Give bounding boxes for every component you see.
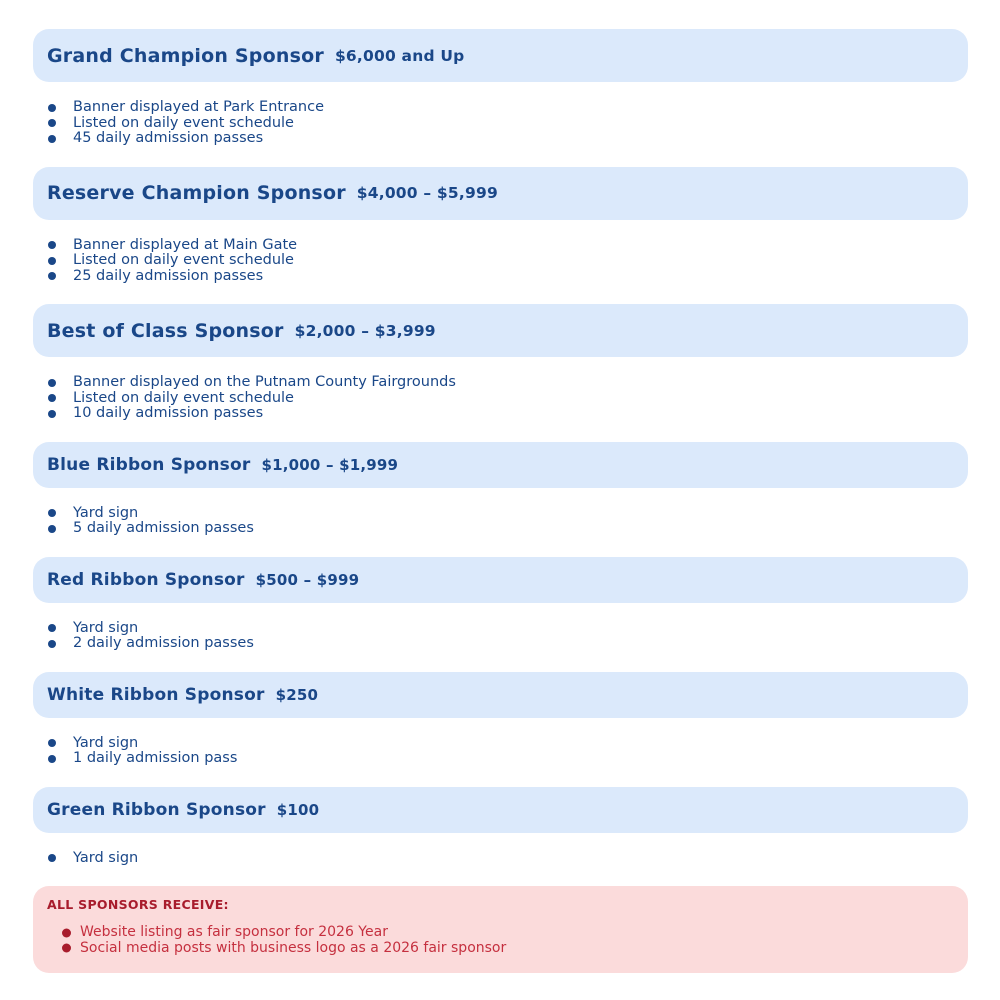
bullet-dot-icon xyxy=(48,509,56,517)
benefit-text: 45 daily admission passes xyxy=(73,130,264,146)
tier-price: $250 xyxy=(275,685,319,704)
benefit-text: Listed on daily event schedule xyxy=(73,389,294,406)
benefit-item xyxy=(33,269,968,285)
tier-benefits-list xyxy=(33,375,968,422)
benefit-item xyxy=(33,506,968,522)
bullet-dot-icon xyxy=(48,755,56,763)
tier-header-bar xyxy=(33,787,968,833)
tier-section xyxy=(33,672,968,767)
tier-title: Green Ribbon Sponsor xyxy=(47,799,266,820)
all-sponsors-receive-panel xyxy=(33,886,968,973)
benefit-item xyxy=(33,736,968,752)
benefit-item xyxy=(33,391,968,407)
footer-title: ALL SPONSORS RECEIVE: xyxy=(47,897,229,912)
benefit-item xyxy=(33,116,968,132)
tier-header-bar xyxy=(33,29,968,82)
bullet-dot-icon xyxy=(48,241,56,249)
bullet-dot-icon xyxy=(48,525,56,533)
bullet-dot-icon xyxy=(48,854,56,862)
bullet-dot-icon xyxy=(48,119,56,127)
bullet-dot-icon xyxy=(48,257,56,265)
tier-header-bar xyxy=(33,557,968,603)
tier-benefits-list xyxy=(33,506,968,537)
bullet-dot-icon xyxy=(48,379,56,387)
benefit-text: Listed on daily event schedule xyxy=(73,252,294,268)
bullet-dot-icon xyxy=(48,394,56,402)
tier-price: $2,000 – $3,999 xyxy=(294,321,436,340)
tier-price: $1,000 – $1,999 xyxy=(261,455,399,474)
tier-title: White Ribbon Sponsor xyxy=(47,684,265,705)
tier-header-bar xyxy=(33,304,968,357)
tier-price: $100 xyxy=(276,800,320,819)
tier-header-bar xyxy=(33,442,968,488)
bullet-dot-icon xyxy=(62,944,71,953)
tier-section xyxy=(33,304,968,422)
benefit-text: Banner displayed on the Putnam County Fairgrounds xyxy=(73,374,456,390)
benefit-item xyxy=(33,238,968,254)
benefit-text: Banner displayed at Park Entrance xyxy=(73,99,325,115)
tier-header-bar xyxy=(33,167,968,220)
tier-section xyxy=(33,167,968,285)
benefit-item xyxy=(47,941,954,957)
tier-title: Red Ribbon Sponsor xyxy=(47,569,245,590)
tier-section xyxy=(33,787,968,867)
benefit-text: Yard sign xyxy=(73,619,139,636)
benefit-item xyxy=(33,851,968,867)
benefit-text: Yard sign xyxy=(73,849,139,866)
benefit-item xyxy=(33,621,968,637)
tier-list xyxy=(33,29,968,866)
benefit-item xyxy=(33,751,968,767)
benefit-text: Yard sign xyxy=(73,734,139,751)
bullet-dot-icon xyxy=(48,624,56,632)
tier-price: $500 – $999 xyxy=(255,570,360,589)
bullet-dot-icon xyxy=(48,135,56,143)
footer-benefits-list xyxy=(47,925,954,956)
benefit-item xyxy=(47,925,954,941)
tier-price: $4,000 – $5,999 xyxy=(356,184,498,202)
bullet-dot-icon xyxy=(48,640,56,648)
tier-section xyxy=(33,442,968,537)
tier-title: Reserve Champion Sponsor xyxy=(47,182,346,204)
benefit-item xyxy=(33,636,968,652)
benefit-text: 5 daily admission passes xyxy=(73,520,254,536)
benefit-text: Banner displayed at Main Gate xyxy=(73,236,298,253)
benefit-item xyxy=(33,253,968,269)
benefit-text: Social media posts with business logo as a 2026 fair sponsor xyxy=(80,939,507,956)
bullet-dot-icon xyxy=(48,272,56,280)
tier-price: $6,000 and Up xyxy=(334,46,465,65)
tier-section xyxy=(33,557,968,652)
tier-benefits-list xyxy=(33,238,968,285)
tier-benefits-list xyxy=(33,100,968,147)
benefit-text: 1 daily admission pass xyxy=(73,750,238,766)
bullet-dot-icon xyxy=(62,928,71,937)
benefit-item xyxy=(33,406,968,422)
benefit-text: 25 daily admission passes xyxy=(73,267,264,284)
benefit-text: 10 daily admission passes xyxy=(73,405,264,421)
tier-benefits-list xyxy=(33,851,968,867)
bullet-dot-icon xyxy=(48,739,56,747)
benefit-item xyxy=(33,375,968,391)
benefit-text: Yard sign xyxy=(73,504,139,521)
bullet-dot-icon xyxy=(48,410,56,418)
benefit-text: Listed on daily event schedule xyxy=(73,114,294,131)
tier-section xyxy=(33,29,968,147)
tier-title: Grand Champion Sponsor xyxy=(47,44,324,67)
tier-title: Best of Class Sponsor xyxy=(47,319,284,342)
tier-benefits-list xyxy=(33,736,968,767)
benefit-text: Website listing as fair sponsor for 2026 Year xyxy=(80,924,388,940)
tier-title: Blue Ribbon Sponsor xyxy=(47,454,251,475)
benefit-item xyxy=(33,131,968,147)
bullet-dot-icon xyxy=(48,104,56,112)
benefit-text: 2 daily admission passes xyxy=(73,635,254,651)
tier-header-bar xyxy=(33,672,968,718)
benefit-item xyxy=(33,521,968,537)
benefit-item xyxy=(33,100,968,116)
tier-benefits-list xyxy=(33,621,968,652)
